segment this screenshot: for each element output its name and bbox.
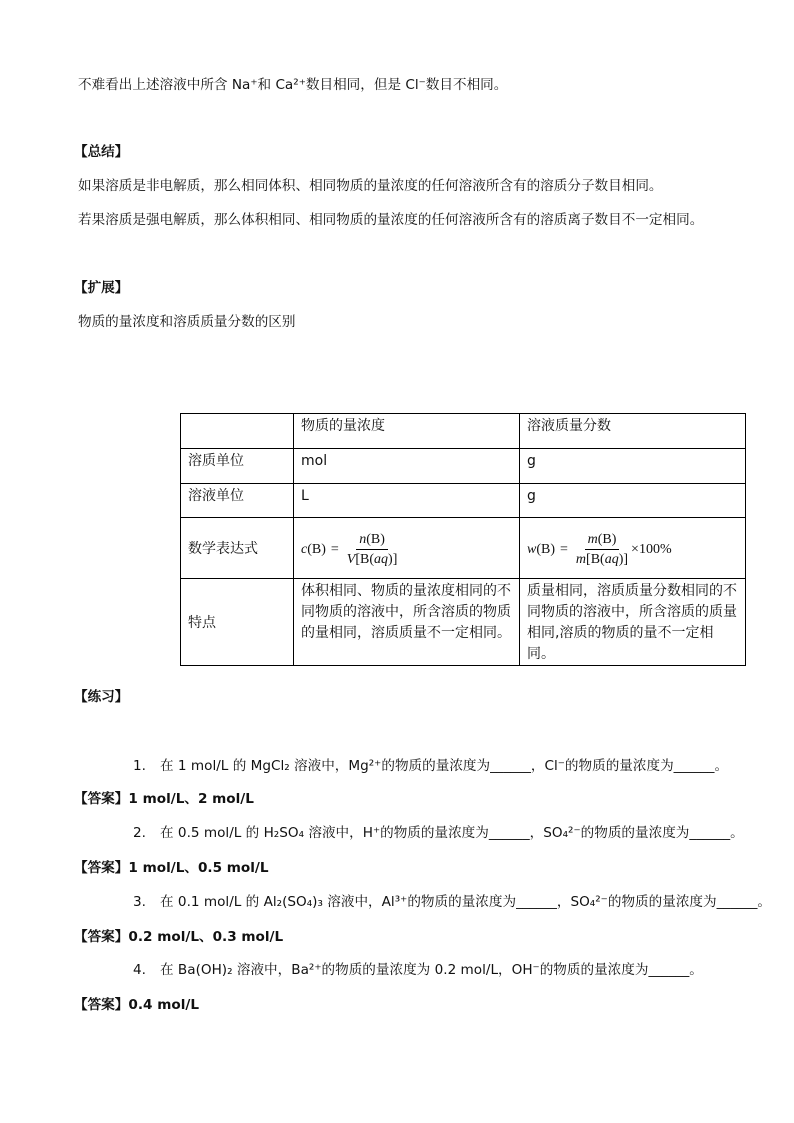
formula-fraction xyxy=(344,531,401,568)
row-label-solution-unit: 溶液单位 xyxy=(181,484,294,518)
exercise-number: 4. xyxy=(133,962,146,978)
answer-value: 0.2 mol/L、0.3 mol/L xyxy=(128,929,284,945)
answer-value: 0.4 mol/L xyxy=(128,997,199,1013)
intro-paragraph: 不难看出上述溶液中所含 Na⁺和 Ca²⁺数目相同，但是 Cl⁻数目不相同。 xyxy=(78,77,508,93)
formula-percent-suffix: ×100% xyxy=(631,541,672,557)
formula-symbol: aq xyxy=(604,551,619,567)
table-header-mass-fraction: 溶液质量分数 xyxy=(520,414,746,449)
formula-denominator xyxy=(573,550,631,568)
formula-equals: = xyxy=(330,541,339,557)
row-label-feature: 特点 xyxy=(181,579,294,666)
answer-label: 【答案】 xyxy=(74,929,129,945)
cell-solute-unit-mass-fraction: g xyxy=(520,449,746,484)
summary-line-2: 若果溶质是强电解质，那么体积相同、相同物质的量浓度的任何溶液所含有的溶质离子数目不一定相同。 xyxy=(78,212,704,228)
mass-fraction-formula xyxy=(527,531,741,568)
exercise-answer xyxy=(74,996,199,1014)
table-header-molarity: 物质的量浓度 xyxy=(294,414,520,449)
molarity-formula xyxy=(301,531,515,568)
formula-denominator xyxy=(344,550,401,568)
formula-equals: = xyxy=(560,541,568,557)
formula-symbol: )] xyxy=(618,551,629,567)
exercise-item xyxy=(0,824,794,842)
row-label-solute-unit: 溶质单位 xyxy=(181,449,294,484)
formula-numerator xyxy=(356,531,388,550)
formula-symbol: V xyxy=(346,551,356,567)
table-header-cell-empty xyxy=(181,414,294,449)
cell-solute-unit-molarity: mol xyxy=(294,449,520,484)
exercise-answer xyxy=(74,790,254,808)
cell-mass-fraction-formula xyxy=(520,518,746,579)
cell-solution-unit-mass-fraction: g xyxy=(520,484,746,518)
exercise-answer xyxy=(74,928,283,946)
answer-value: 1 mol/L、2 mol/L xyxy=(128,791,254,807)
answer-label: 【答案】 xyxy=(74,860,129,876)
cell-molarity-formula xyxy=(294,518,520,579)
exercise-question: 在 0.1 mol/L 的 Al₂(SO₄)₃ 溶液中，Al³⁺的物质的量浓度为______，SO₄²⁻的物质的量浓度为______。 xyxy=(160,894,771,910)
exercise-item xyxy=(0,757,794,775)
formula-numerator xyxy=(585,531,620,550)
answer-label: 【答案】 xyxy=(74,997,129,1013)
formula-symbol: m xyxy=(575,551,587,567)
formula-symbol: c xyxy=(301,541,308,557)
exercise-answer xyxy=(74,859,269,877)
comparison-table xyxy=(180,413,746,666)
summary-heading: 【总结】 xyxy=(74,144,129,160)
exercise-number: 1. xyxy=(133,758,146,774)
exercise-question: 在 Ba(OH)₂ 溶液中，Ba²⁺的物质的量浓度为 0.2 mol/L，OH⁻的物质的量浓度为______。 xyxy=(160,962,703,978)
formula-symbol: m xyxy=(587,531,598,547)
formula-symbol: (B) xyxy=(536,541,556,557)
exercise-number: 3. xyxy=(133,894,146,910)
formula-symbol: )] xyxy=(388,551,398,567)
row-label-formula: 数学表达式 xyxy=(181,518,294,579)
table-header-row xyxy=(181,414,746,449)
formula-symbol: (B) xyxy=(366,531,385,547)
formula-symbol: (B) xyxy=(597,531,617,547)
cell-feature-mass-fraction: 质量相同，溶质质量分数相同的不同物质的溶液中，所含溶质的质量相同,溶质的物质的量不一定相同。 xyxy=(520,579,746,666)
exercise-question: 在 1 mol/L 的 MgCl₂ 溶液中，Mg²⁺的物质的量浓度为______，Cl⁻的物质的量浓度为______。 xyxy=(160,758,729,774)
table-row xyxy=(181,484,746,518)
table-row xyxy=(181,579,746,666)
answer-value: 1 mol/L、0.5 mol/L xyxy=(128,860,269,876)
exercise-number: 2. xyxy=(133,825,146,841)
exercise-question: 在 0.5 mol/L 的 H₂SO₄ 溶液中，H⁺的物质的量浓度为______，SO₄²⁻的物质的量浓度为______。 xyxy=(160,825,744,841)
practice-heading: 【练习】 xyxy=(74,689,129,705)
formula-fraction xyxy=(573,531,631,568)
cell-feature-molarity: 体积相同、物质的量浓度相同的不同物质的溶液中，所含溶质的物质的量相同，溶质质量不一定相同。 xyxy=(294,579,520,666)
extension-heading: 【扩展】 xyxy=(74,280,129,296)
table-row xyxy=(181,518,746,579)
extension-subtitle: 物质的量浓度和溶质质量分数的区别 xyxy=(78,314,296,330)
formula-symbol: [B( xyxy=(355,551,375,567)
summary-line-1: 如果溶质是非电解质，那么相同体积、相同物质的量浓度的任何溶液所含有的溶质分子数目相同。 xyxy=(78,178,663,194)
exercise-item xyxy=(0,961,794,979)
formula-symbol: w xyxy=(527,541,537,557)
formula-symbol: n xyxy=(359,531,367,547)
formula-symbol: (B) xyxy=(307,541,326,557)
exercise-item xyxy=(0,893,794,911)
formula-symbol: aq xyxy=(374,551,389,567)
cell-solution-unit-molarity: L xyxy=(294,484,520,518)
formula-symbol: [B( xyxy=(586,551,605,567)
table-row xyxy=(181,449,746,484)
answer-label: 【答案】 xyxy=(74,791,129,807)
